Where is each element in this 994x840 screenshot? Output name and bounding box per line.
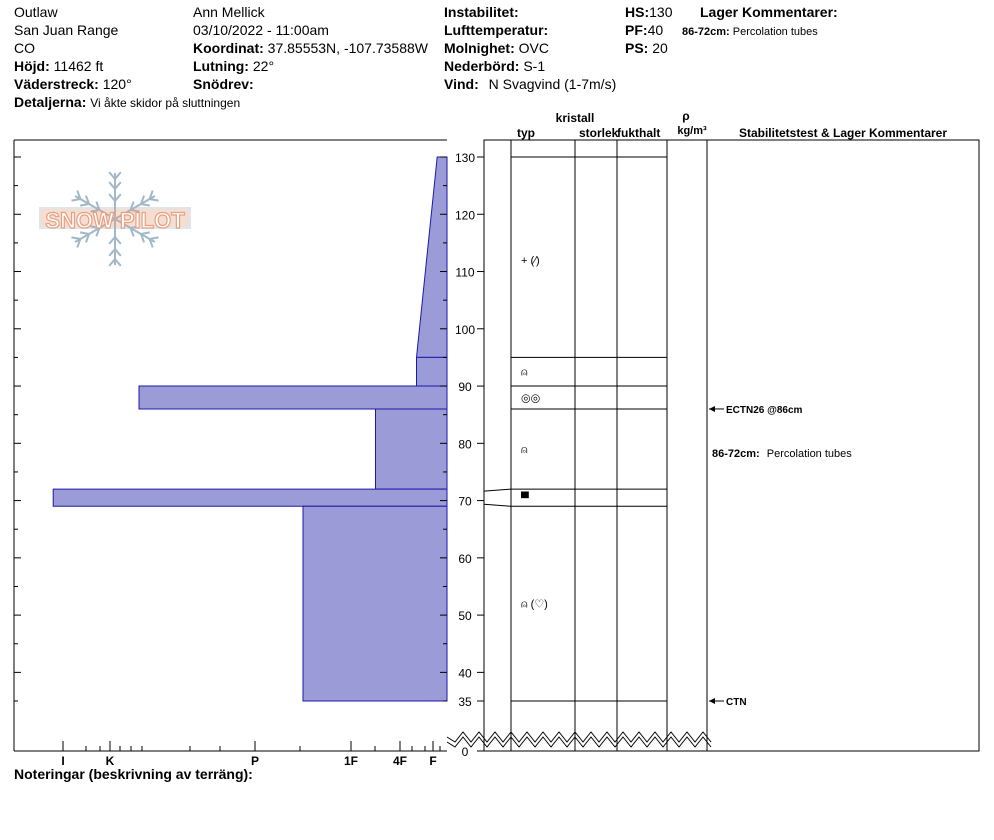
test-arrow-head: [709, 698, 715, 704]
coord-value: 37.85553N, -107.73588W: [267, 40, 428, 56]
ps-value: 20: [652, 40, 668, 56]
hardness-layer: [303, 506, 447, 701]
flake-branch: [80, 204, 89, 206]
boundary-connector: [484, 504, 511, 506]
flake-branch: [71, 237, 80, 239]
layer-comment-text: Percolation tubes: [732, 26, 818, 38]
test-arrow-head: [709, 406, 715, 412]
flake-branch: [141, 204, 150, 206]
hardness-label: F: [429, 754, 437, 768]
depth-label: 50: [458, 609, 472, 624]
hardness-label: 1F: [343, 754, 359, 768]
notes-label: Noteringar (beskrivning av terräng):: [14, 766, 253, 782]
depth-label: 120: [454, 208, 476, 223]
details-label: Detaljerna:: [14, 94, 87, 110]
col-type: typ: [517, 126, 535, 140]
col-moisture: fukthalt: [617, 126, 661, 140]
depth-label: 60: [458, 551, 472, 566]
hardness-layer: [417, 357, 448, 386]
instability-label: Instabilitet:: [444, 4, 519, 20]
hardness-label: P: [250, 754, 260, 768]
crystal-type-symbol: ⍝ (♡): [521, 598, 548, 611]
details-value: Vi åkte skidor på sluttningen: [90, 96, 241, 110]
col-density-unit: kg/m³: [677, 125, 707, 137]
col-size: storlek: [579, 126, 619, 140]
coord-label: Koordinat:: [193, 40, 264, 56]
stability-test-label: ECTN26 @86cm: [726, 404, 803, 416]
hardness-label: K: [105, 754, 115, 768]
depth-label: 100: [454, 322, 476, 337]
depth-label: 80: [458, 437, 472, 452]
crystal-type-symbol: ⍝: [521, 366, 528, 379]
hardness-layers: [53, 157, 447, 701]
crystal-type-symbol: ◎◎: [521, 392, 541, 405]
precip-label: Nederbörd:: [444, 58, 520, 74]
sky-value: OVC: [518, 40, 549, 56]
slope-value: 22°: [252, 58, 275, 74]
stability-test-label: CTN: [726, 697, 747, 708]
panel-comment: [712, 448, 852, 460]
depth-label: 35: [458, 695, 472, 709]
depth-label: 0: [461, 745, 469, 759]
flake-branch: [150, 237, 159, 239]
flake-branch: [71, 199, 80, 201]
flake-branch: [150, 199, 159, 201]
col-rho: ρ: [682, 109, 690, 123]
wind-value: N Svagvind (1-7m/s): [488, 76, 617, 92]
state: CO: [14, 40, 35, 56]
crystal-type-symbol: + (⁄): [521, 255, 540, 268]
aspect-label: Väderstreck:: [14, 76, 99, 92]
elevation-value: 11462 ft: [53, 58, 104, 74]
layer-comment-range: 86-72cm:: [682, 26, 730, 38]
logo-text: SNOW PILOT: [45, 208, 185, 233]
snowpilot-logo: [40, 172, 190, 266]
boundary-connector: [484, 489, 511, 491]
hardness-axis: [61, 741, 440, 768]
pf-value: 40: [647, 22, 664, 38]
hs-value: 130: [649, 4, 673, 20]
observer: Ann Mellick: [193, 4, 265, 20]
ps-label: PS:: [625, 40, 649, 56]
depth-label: 130: [454, 151, 476, 165]
hardness-layer: [139, 386, 447, 409]
drift-label: Snödrev:: [193, 76, 254, 92]
hardness-layer: [53, 489, 447, 506]
crystal-symbols: [521, 255, 548, 611]
elevation-label: Höjd:: [14, 58, 50, 74]
air-temp-label: Lufttemperatur:: [444, 22, 549, 38]
col-stability: Stabilitetstest & Lager Kommentarer: [738, 126, 948, 140]
sky-label: Molnighet:: [444, 40, 515, 56]
crystal-type-symbol: ▀: [521, 492, 529, 505]
hs-label: HS:: [625, 4, 650, 20]
wind-label: Vind:: [444, 76, 479, 92]
table-border: [484, 140, 979, 751]
datetime: 03/10/2022 - 11:00am: [193, 22, 329, 38]
precip-value: S-1: [523, 58, 546, 74]
depth-label: 110: [455, 265, 475, 280]
crystal-type-symbol: ⍝: [521, 444, 528, 457]
range: San Juan Range: [14, 22, 119, 38]
depth-label: 40: [458, 666, 472, 681]
slope-label: Lutning:: [193, 58, 249, 74]
aspect-value: 120°: [102, 76, 132, 92]
layer-comments-label: Lager Kommentarer:: [700, 4, 838, 20]
depth-label: 90: [458, 380, 472, 395]
panel-comment-text: Percolation tubes: [766, 448, 852, 460]
hardness-label: 4F: [392, 754, 408, 768]
pf-label: PF:: [625, 22, 648, 38]
hardness-layer: [417, 157, 448, 357]
panel-comment-range: 86-72cm:: [712, 448, 760, 460]
depth-label: 70: [458, 494, 472, 509]
hardness-label: I: [61, 754, 65, 768]
hardness-layer: [376, 409, 448, 489]
location: Outlaw: [14, 4, 58, 20]
col-crystal: kristall: [555, 111, 595, 125]
